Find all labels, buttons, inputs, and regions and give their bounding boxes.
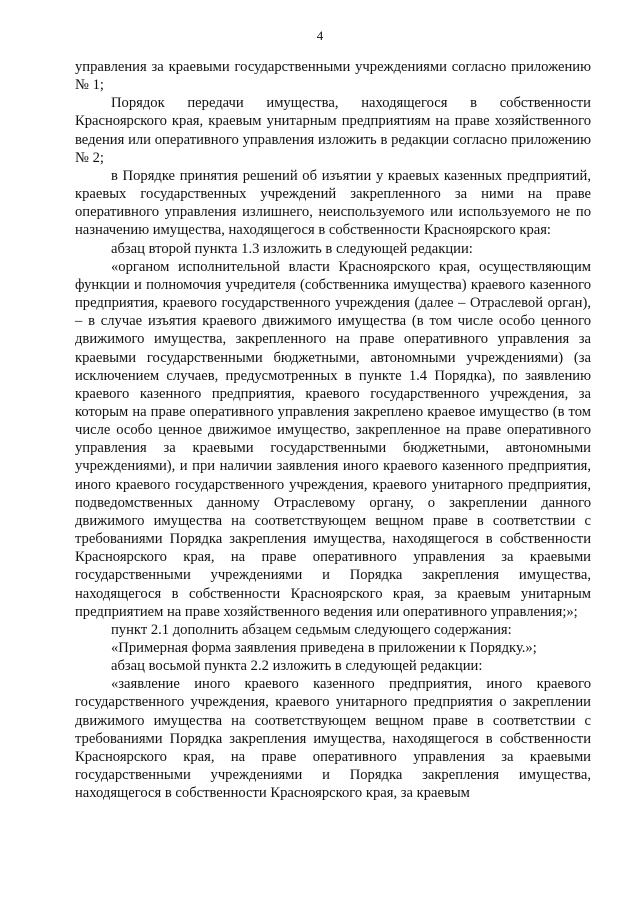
paragraph-withdrawal-procedure: в Порядке принятия решений об изъятии у краевых казенных предприятий, краевых государственных учреждений закрепленного за ними на праве оперативного управления излишнего, неиспользуемого или используемого не по назначению имущества, находящегося в собственности Красноярского края: bbox=[75, 167, 591, 239]
paragraph-clause-2-2-heading: абзац восьмой пункта 2.2 изложить в следующей редакции: bbox=[111, 658, 483, 675]
page-number: 4 bbox=[316, 28, 324, 43]
paragraph-continuation: управления за краевыми государственными учреждениями согласно приложению № 1; bbox=[75, 59, 591, 94]
paragraph-clause-1-3-text: «органом исполнительной власти Красноярского края, осуществляющим функции и полномочия учредителя (собственника имущества) краевого казенного предприятия, краевого государственного учреждения (далее – Отраслевой орган), – в случае изъятия краевого движимого имущества (в том числе особо ценного движимого имущества, закрепленного на праве оперативного управления за краевыми государственными бюджетными, автономными учреждениями) (за исключением случаев, предусмотренных в пункте 1.4 Порядка), по заявлению краевого казенного предприятия, краевого государственного учреждения, за которым на праве оперативного управления закреплено краевое имущество (в том числе особо ценное движимое имущество, закрепленное на праве оперативного управления за краевыми государственными бюджетными, автономными учреждениями), и при наличии заявления иного краевого казенного предприятия, иного краевого государственного учреждения, краевого унитарного предприятия, подведомственных данному Отраслевому органу, о закреплении данного движимого имущества на соответствующем вещном праве в соответствии с требованиями Порядка закрепления имущества, находящегося в собственности Красноярского края, на праве оперативного управления за краевыми государственными учреждениями и Порядка закрепления имущества, находящегося в собственности Красноярского края, за краевым унитарным предприятием на праве хозяйственного ведения или оперативного управления;»; bbox=[75, 258, 591, 620]
paragraph-clause-2-1-heading: пункт 2.1 дополнить абзацем седьмым следующего содержания: bbox=[111, 621, 512, 638]
paragraph-clause-1-3-heading: абзац второй пункта 1.3 изложить в следующей редакции: bbox=[111, 240, 473, 257]
paragraph-clause-2-2-text: «заявление иного краевого казенного предприятия, иного краевого государственного учреждения, краевого унитарного предприятия о закреплении движимого имущества на соответствующем вещном праве в соответствии с требованиями Порядка закрепления имущества, находящегося в собственности Красноярского края, на праве оперативного управления за краевыми государственными учреждениями и Порядка закрепления имущества, находящегося в собственности Красноярского края, за краевым bbox=[75, 676, 591, 802]
document-body bbox=[75, 58, 591, 802]
paragraph-clause-2-1-text: «Примерная форма заявления приведена в приложении к Порядку.»; bbox=[111, 640, 537, 656]
paragraph-transfer-procedure: Порядок передачи имущества, находящегося в собственности Красноярского края, краевым унитарным предприятиям на праве хозяйственного ведения или оперативного управления изложить в редакции согласно приложению № 2; bbox=[75, 95, 591, 166]
